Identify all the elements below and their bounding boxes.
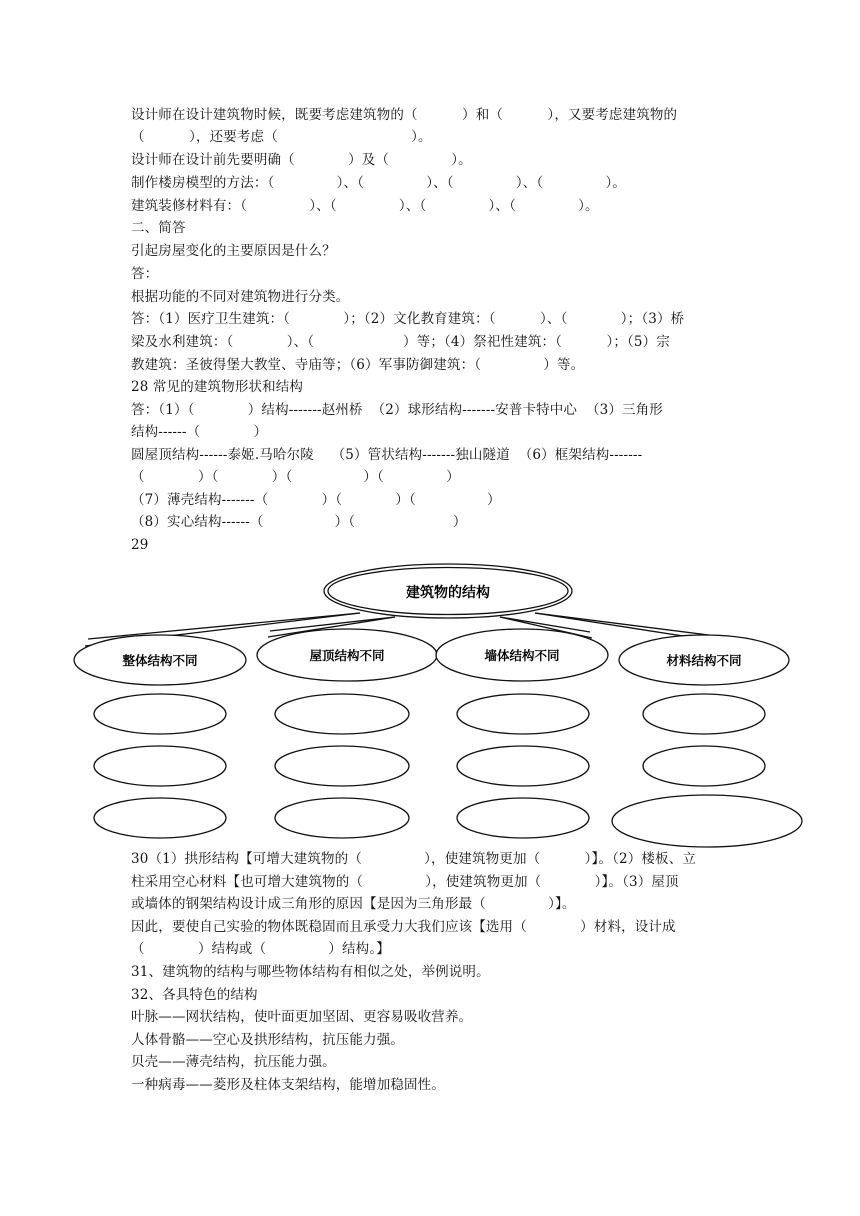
blank-node (457, 798, 589, 838)
blank-node (457, 694, 589, 734)
blank-node (643, 746, 765, 786)
blank-node (612, 795, 802, 847)
blank-node (94, 746, 226, 786)
blank-node (643, 694, 765, 734)
category-node-4 (619, 635, 789, 685)
text-line: 或墙体的钢架结构设计成三角形的原因【是因为三角形最（ ）】。 (131, 896, 576, 912)
category-node-1 (74, 635, 246, 685)
blank-node (275, 746, 409, 786)
text-line: 贝壳——薄壳结构，抗压能力强。 (131, 1054, 336, 1070)
category-label: 整体结构不同 (122, 653, 198, 668)
question-number: 29 (131, 537, 149, 553)
text-line: 答：（1）医疗卫生建筑：（ ）；（2）文化教育建筑：（ ）、（ ）；（3）桥 (131, 311, 685, 327)
text-line: （ ）（ ）（ ）（ ） (131, 469, 460, 485)
text-line: 教建筑：圣彼得堡大教堂、寺庙等；（6）军事防御建筑：（ ）等。 (131, 357, 585, 373)
blank-node (94, 694, 226, 734)
text-line: 圆屋顶结构------泰姬.马哈尔陵 （5）管状结构-------独山隧道 （6）框架结构------- (131, 447, 643, 463)
text-line: 柱采用空心材料【也可增大建筑物的（ ），使建筑物更加（ ）】。（3）屋顶 (131, 874, 679, 890)
category-node-3 (436, 629, 608, 681)
category-node-2 (257, 629, 437, 681)
question-heading: 32、各具特色的结构 (131, 987, 258, 1003)
question-text: 根据功能的不同对建筑物进行分类。 (131, 289, 350, 305)
text-line: 一种病毒——菱形及柱体支架结构，能增加稳固性。 (131, 1077, 445, 1093)
text-line: 答：（1）（ ）结构-------赵州桥 （2）球形结构-------安普卡特中心 （3）三角形 (131, 402, 663, 418)
question-heading: 31、建筑物的结构与哪些物体结构有相似之处，举例说明。 (131, 964, 490, 980)
category-label: 墙体结构不同 (484, 648, 560, 663)
text-line: 梁及水利建筑：（ ）、（ ）等；（4）祭祀性建筑：（ ）；（5）宗 (131, 334, 670, 350)
text-line: 因此，要使自己实验的物体既稳固而且承受力大我们应该【选用（ ）材料，设计成 (131, 919, 676, 935)
blank-node (275, 798, 409, 838)
text-line: 设计师在设计前先要明确（ ）及（ ）。 (131, 152, 472, 168)
text-line: 制作楼房模型的方法：（ ）、（ ）、（ ）、（ ）。 (131, 175, 627, 191)
text-line: 人体骨骼——空心及拱形结构，抗压能力强。 (131, 1032, 404, 1048)
section-heading: 二、简答 (131, 220, 186, 236)
text-line: 设计师在设计建筑物时候，既要考虑建筑物的（ ）和（ ），又要考虑建筑物的 (131, 107, 678, 123)
category-label: 屋顶结构不同 (309, 648, 385, 663)
text-line: 30（1）拱形结构【可增大建筑物的（ ），使建筑物更加（ ）】。（2）楼板、立 (131, 851, 696, 867)
category-label: 材料结构不同 (666, 653, 742, 668)
question-text: 引起房屋变化的主要原因是什么？ (131, 243, 336, 259)
blank-node (275, 694, 409, 734)
question-heading: 28 常见的建筑物形状和结构 (131, 379, 304, 395)
title-node (324, 564, 572, 618)
text-line: 建筑装修材料有：（ ）、（ ）、（ ）、（ ）。 (131, 198, 599, 214)
text-line: 叶脉——网状结构，使叶面更加坚固、更容易吸收营养。 (131, 1009, 473, 1025)
text-line: （8）实心结构------（ ）（ ） (131, 514, 467, 530)
text-line: （7）薄壳结构-------（ ）（ ）（ ） (131, 492, 501, 508)
text-line: （ ）结构或（ ）结构。】 (131, 941, 390, 957)
text-line: 结构------（ ） (131, 424, 268, 440)
diagram-title: 建筑物的结构 (406, 585, 490, 601)
blank-node (94, 798, 226, 838)
blank-node (457, 746, 589, 786)
blank-nodes (94, 694, 802, 847)
text-line: （ ），还要考虑（ ）。 (131, 129, 432, 145)
answer-label: 答： (131, 266, 159, 282)
structure-diagram (0, 560, 860, 856)
